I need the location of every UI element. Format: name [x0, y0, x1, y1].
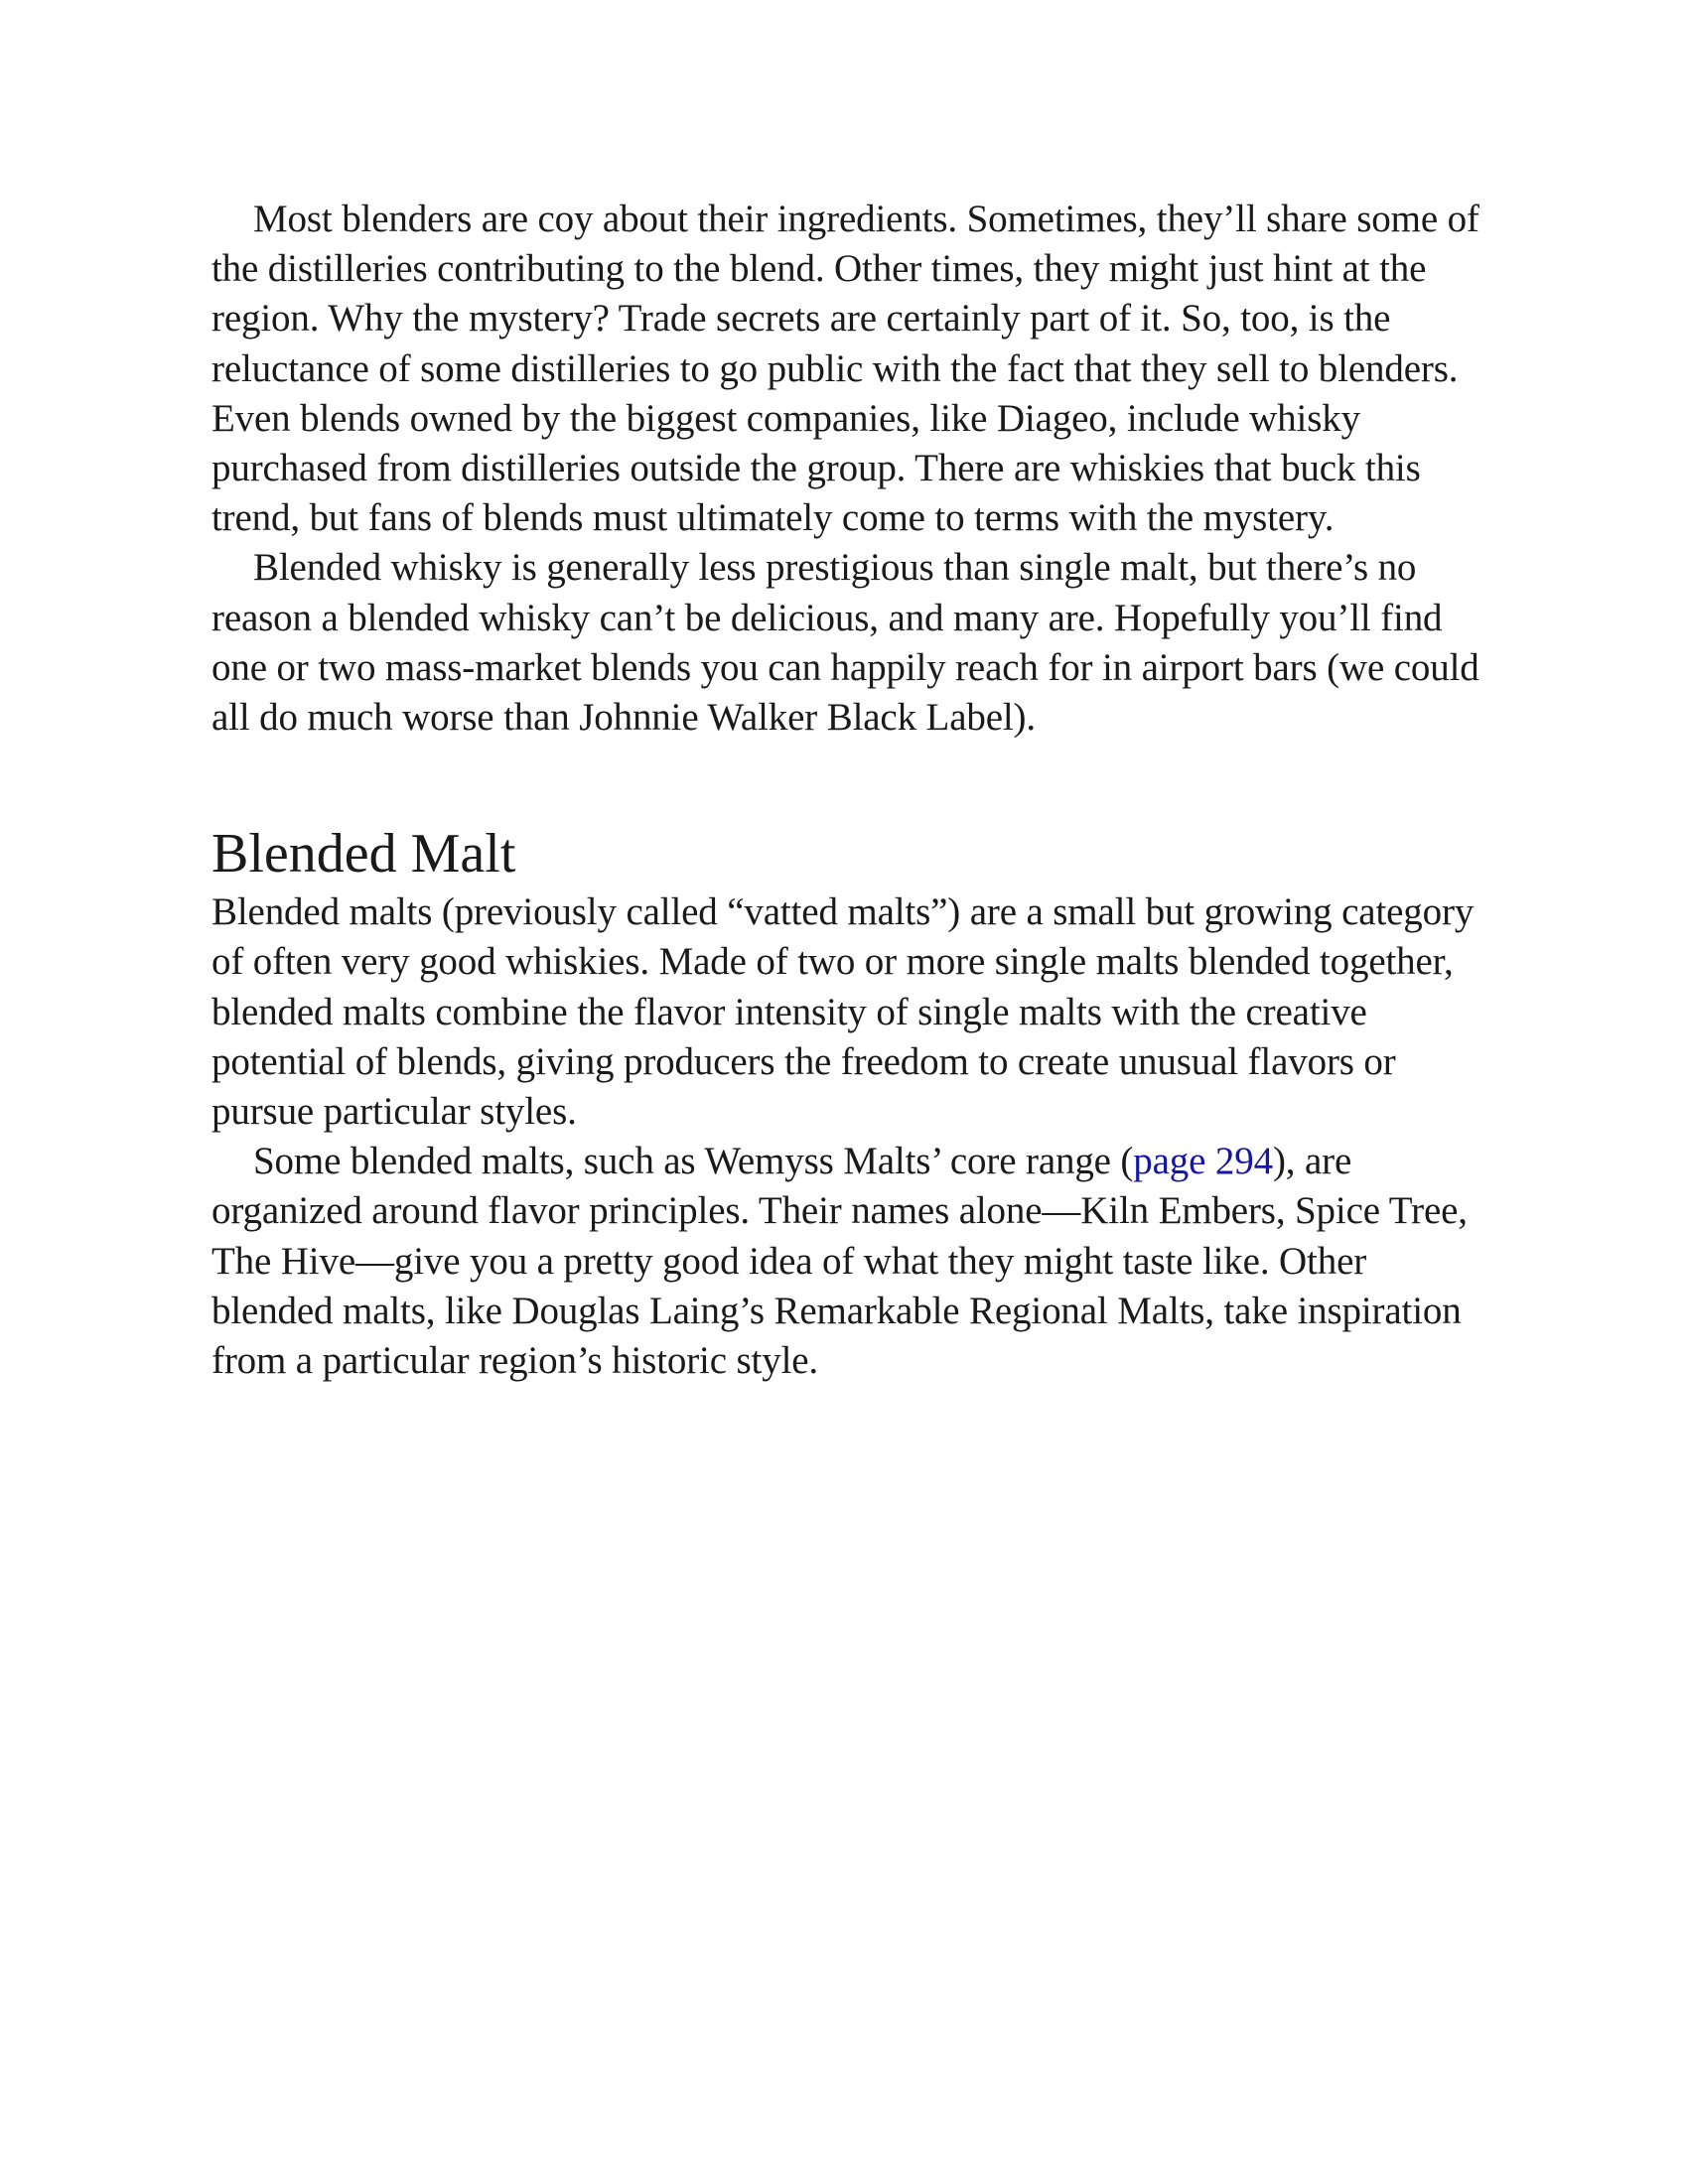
paragraph-text-after-link: ), are organized around flavor principles. Their names alone—Kiln Embers, Spice Tree, The Hive—give you a pretty good idea of what they might taste like. Other blended malts, like Douglas Laing’s Remarkable Regional Malts, take inspiration from a particular region’s historic style.	[211, 1140, 1468, 1383]
paragraph-blended-malt-definition: Blended malts (previously called “vatted malts”) are a small but growing category of often very good whiskies. Made of two or more single malts blended together, blended malts combine the flavor intensity of single malts with the creative potential of blends, giving producers the freedom to create unusual flavors or pursue particular styles.	[211, 890, 1475, 1134]
paragraph-blended-whisky-prestige: Blended whisky is generally less prestigious than single malt, but there’s no reason a blended whisky can’t be delicious, and many are. Hopefully you’ll find one or two mass-market blends you can happily reach for in airport bars (we could all do much worse than Johnnie Walker Black Label).	[211, 546, 1479, 740]
paragraph-text-before-link: Some blended malts, such as Wemyss Malts’ core range (	[253, 1140, 1134, 1183]
page-reference-link[interactable]: page 294	[1133, 1140, 1273, 1183]
paragraph-blenders-mystery: Most blenders are coy about their ingredients. Sometimes, they’ll share some of the distilleries contributing to the blend. Other times, they might just hint at the region. Why the mystery? Trade secrets are certainly part of it. So, too, is the reluctance of some distilleries to go public with the fact that they sell to blenders. Even blends owned by the biggest companies, like Diageo, include whisky purchased from distilleries outside the group. There are whiskies that buck this trend, but fans of blends must ultimately come to terms with the mystery.	[211, 198, 1479, 540]
page-content	[211, 195, 1482, 1386]
section-heading-blended-malt: Blended Malt	[211, 823, 516, 886]
paragraph-blended-malt-examples	[211, 1137, 1482, 1386]
